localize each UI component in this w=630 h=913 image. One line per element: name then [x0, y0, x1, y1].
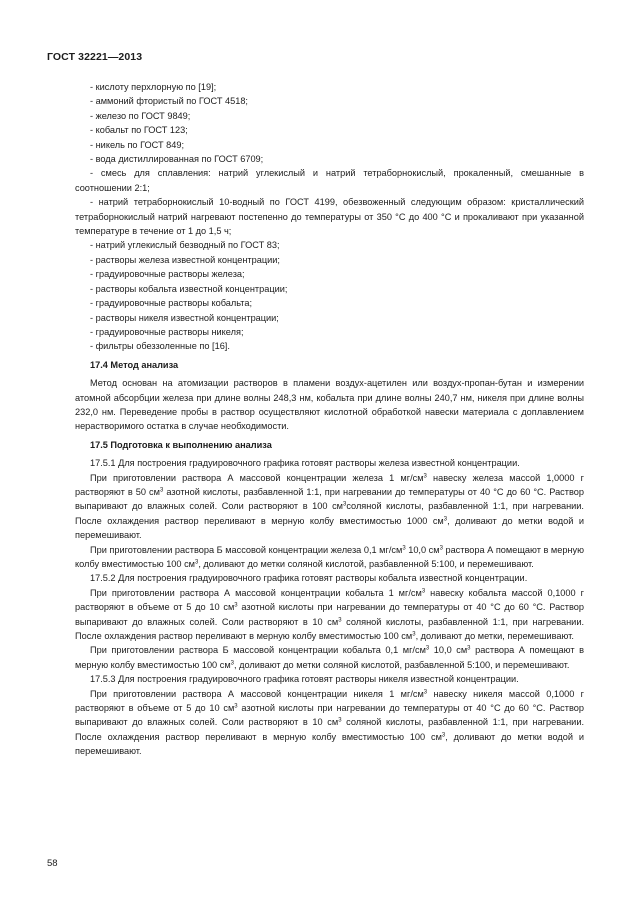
superscript: 3	[412, 631, 416, 638]
text-run: , доливают до метки водой и перемешивают.	[75, 731, 584, 757]
superscript: 3	[421, 588, 426, 595]
text-run: При приготовлении раствора А массовой концентрации железа 1 мг/см	[90, 472, 424, 483]
superscript: 3	[441, 732, 446, 739]
text-run: , доливают до метки соляной кислотой, разбавленной 5:100, и перемешивают.	[198, 559, 534, 569]
superscript: 3	[425, 645, 430, 652]
list-item-borax: - натрий тетраборнокислый 10-водный по ГОСТ 4199, обезвоженный следующим образом: кристаллический тетраборнокислый натрий нагревают постепенно до температуры от 350 °С до 400 °С и прокаливают при указанной температуре в течение от 1 до 1,5 ч;	[75, 197, 584, 237]
section-heading-17-4: 17.4 Метод анализа	[90, 359, 179, 370]
text-run: соляной кислоты, разбавленной 1:1, при нагревании. После охлаждения раствор переливают в мерную колбу вместимостью 100 см	[75, 616, 585, 642]
superscript: 3	[234, 703, 238, 710]
text-run: навеску железа массой 1,0000 г растворяют в 50 см	[75, 472, 584, 497]
superscript: 3	[194, 559, 199, 566]
superscript: 3	[343, 501, 347, 508]
list-item: - растворы кобальта известной концентрации;	[90, 283, 288, 294]
list-item: - растворы никеля известной концентрации;	[90, 312, 279, 323]
method-paragraph: Метод основан на атомизации растворов в пламени воздух-ацетилен или воздух-пропан-бутан и измерении атомной абсорбции железа при длине волны 248,3 нм, кобальта при длине волны 240,7 нм, никеля при длине волны 232,0 нм. Переведение пробы в раствор осуществляют кислотной обработкой навески материала с доплавлением нерастворимого остатка в случае необходимости.	[75, 378, 584, 432]
text-run: При приготовлении раствора Б массовой концентрации железа 0,1 мг/см	[90, 544, 403, 555]
superscript: 3	[234, 602, 238, 609]
document-header: ГОСТ 32221—2013	[47, 51, 143, 63]
text-run: азотной кислоты при нагревании до температуры от 40 °С до 60 °С. Раствор выпаривают до влажных солей. Соли растворяют в 10 см	[75, 703, 584, 728]
list-item: - натрий углекислый безводный по ГОСТ 83;	[90, 240, 280, 251]
clause-17-5-2: 17.5.2 Для построения градуировочного графика готовят растворы кобальта известной концентрации.	[90, 573, 528, 584]
text-run: азотной кислоты при нагревании до температуры от 40 °С до 60 °С. Раствор выпаривают до влажных солей. Соли растворяют в 10 см	[75, 602, 584, 627]
superscript: 3	[338, 717, 342, 724]
iron-solution-b-paragraph	[75, 543, 584, 572]
list-item: - кобальт по ГОСТ 123;	[90, 125, 188, 136]
text-run: соляной кислоты, разбавленной 1:1, при нагревании. После охлаждения раствор переливают в мерную колбу вместимостью 100 см	[75, 717, 585, 742]
superscript: 3	[423, 473, 427, 480]
iron-solution-a-paragraph	[75, 471, 584, 543]
list-item-fusion-mix: - смесь для сплавления: натрий углекислый и натрий тетраборнокислый, прокаленный, смешанные в соотношении 2:1;	[75, 168, 584, 193]
list-item: - аммоний фтористый по ГОСТ 4518;	[90, 96, 248, 107]
superscript: 3	[423, 689, 428, 696]
superscript: 3	[467, 645, 471, 652]
text-run: При приготовлении раствора Б массовой концентрации кобальта 0,1 мг/см	[90, 645, 426, 656]
list-item: - градуировочные растворы кобальта;	[90, 298, 253, 309]
text-run: , доливают до метки водой и перемешивают.	[75, 515, 585, 541]
list-item: - вода дистиллированная по ГОСТ 6709;	[90, 154, 264, 165]
text-run: навеску никеля массой 0,1000 г растворяют в объеме от 5 до 10 см	[75, 688, 584, 714]
reagents-list-b	[75, 238, 584, 353]
page-number: 58	[47, 858, 58, 869]
superscript: 3	[443, 516, 448, 523]
superscript: 3	[159, 487, 164, 494]
list-item: - никель по ГОСТ 849;	[90, 139, 185, 150]
document-body	[75, 80, 584, 759]
list-item: - градуировочные растворы никеля;	[90, 326, 244, 337]
text-run: 10,0 см	[405, 544, 440, 555]
text-run: 10,0 см	[429, 645, 468, 656]
text-run: При приготовлении раствора А массовой концентрации кобальта 1 мг/см	[90, 587, 422, 598]
text-run: соляной кислоты, разбавленной 1:1, при нагревании. После охлаждения раствор переливают в мерную колбу вместимостью 1000 см	[75, 501, 584, 526]
text-run: навеску кобальта массой 0,1000 г растворяют в объеме от 5 до 10 см	[75, 587, 584, 613]
cobalt-solution-a-paragraph	[75, 586, 584, 644]
list-item: - железо по ГОСТ 9849;	[90, 110, 191, 121]
clause-17-5-1: 17.5.1 Для построения градуировочного графика готовят растворы железа известной концентрации.	[90, 458, 520, 469]
text-run: При приготовлении раствора А массовой концентрации никеля 1 мг/см	[90, 688, 424, 699]
list-item: - фильтры обеззоленные по [16].	[90, 341, 230, 352]
cobalt-solution-b-paragraph	[75, 643, 584, 672]
superscript: 3	[338, 617, 342, 624]
section-heading-17-5: 17.5 Подготовка к выполнению анализа	[90, 439, 272, 450]
superscript: 3	[402, 545, 406, 552]
list-item: - градуировочные растворы железа;	[90, 269, 245, 280]
clause-17-5-3: 17.5.3 Для построения градуировочного графика готовят растворы никеля известной концентрации.	[90, 674, 519, 685]
text-run: , доливают до метки соляной кислотой, разбавленной 5:100, и перемешивают.	[233, 659, 570, 670]
text-run: азотной кислоты, разбавленной 1:1, при нагревании до температуры от 40 °С до 60 °С. Раствор выпаривают до влажных солей. Соли растворяют в 100 см	[75, 486, 584, 512]
reagents-list-a	[75, 80, 584, 166]
list-item: - растворы железа известной концентрации;	[90, 254, 280, 265]
list-item: - кислоту перхлорную по [19];	[90, 82, 217, 92]
text-run: раствора А помещают в мерную колбу вместимостью 100 см	[75, 544, 584, 569]
nickel-solution-a-paragraph	[75, 687, 584, 759]
superscript: 3	[230, 660, 234, 667]
superscript: 3	[439, 545, 443, 552]
text-run: раствора А помещают в мерную колбу вместимостью 100 см	[75, 645, 584, 670]
text-run: , доливают до метки, перемешивают.	[415, 631, 574, 642]
